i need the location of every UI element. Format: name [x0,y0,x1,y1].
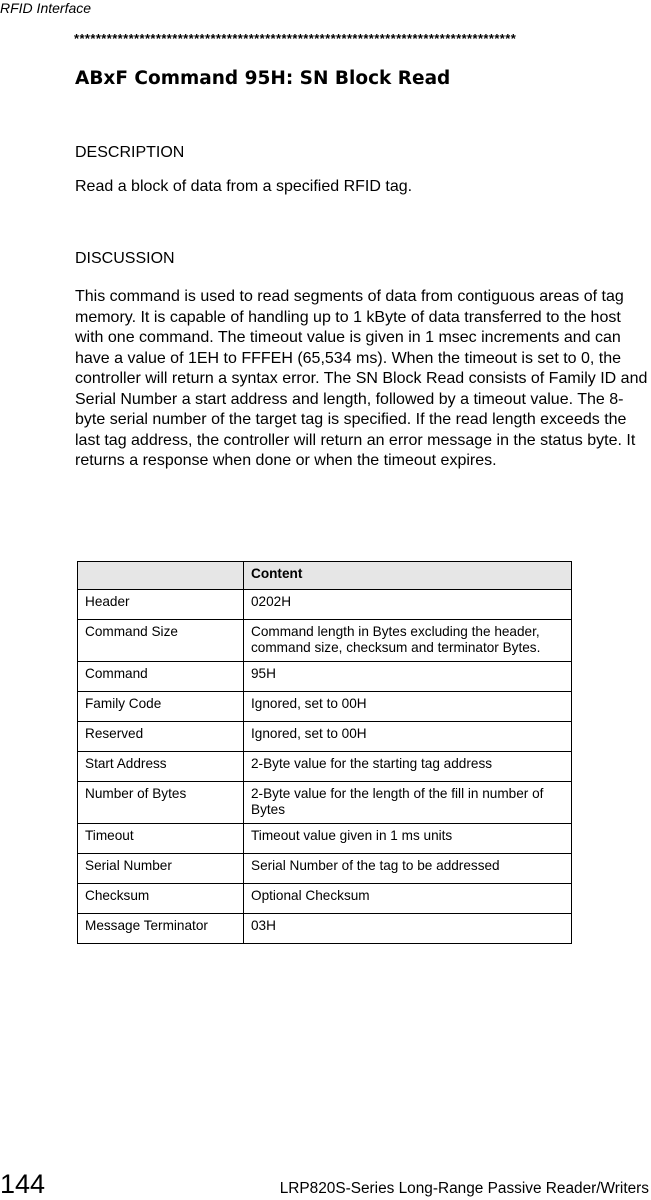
discussion-heading: DISCUSSION [75,250,175,267]
command-table [77,561,572,944]
table-row [78,884,572,914]
table-row [78,692,572,722]
description-text: Read a block of data from a specified RFID tag. [75,178,413,195]
table-row [78,824,572,854]
field-content: 2-Byte value for the starting tag address [244,752,572,782]
table-row [78,662,572,692]
field-content: Command length in Bytes excluding the header, command size, checksum and terminator Bytes. [244,620,572,662]
field-content: 0202H [244,590,572,620]
field-name: Number of Bytes [78,782,244,824]
field-name: Reserved [78,722,244,752]
table-header-field [78,562,244,590]
field-content: Optional Checksum [244,884,572,914]
table-row [78,752,572,782]
field-name: Family Code [78,692,244,722]
field-content: 95H [244,662,572,692]
field-content: 2-Byte value for the length of the fill in number of Bytes [244,782,572,824]
field-content: Serial Number of the tag to be addressed [244,854,572,884]
table-row [78,620,572,662]
field-name: Start Address [78,752,244,782]
field-content: 03H [244,914,572,944]
field-name: Command Size [78,620,244,662]
field-name: Header [78,590,244,620]
field-name: Serial Number [78,854,244,884]
field-name: Checksum [78,884,244,914]
table-header-content: Content [244,562,572,590]
page-number: 144 [0,1169,46,1199]
field-content: Ignored, set to 00H [244,722,572,752]
field-name: Message Terminator [78,914,244,944]
description-heading: DESCRIPTION [75,144,185,161]
table-header-row [78,562,572,590]
table-row [78,914,572,944]
table-row [78,782,572,824]
discussion-text: This command is used to read segments of data from contiguous areas of tag memory. It is capable of handling up to 1 kByte of data transferred to the host with one command. The timeout value is given in 1 msec increments and can have a value of 1EH to FFFEH (65,534 ms). When the timeout is set to 0, the controller will return a syntax error. The SN Block Read consists of Family ID and Serial Number a start address and length, followed by a timeout value. The 8-byte serial number of the target tag is specified. If the read length exceeds the last tag address, the controller will return an error message in the status byte. It returns a response when done or when the timeout expires. [75,288,648,469]
page-title: ABxF Command 95H: SN Block Read [75,68,451,89]
running-header: RFID Interface [0,0,92,16]
field-content: Timeout value given in 1 ms units [244,824,572,854]
field-name: Timeout [78,824,244,854]
table-row [78,722,572,752]
field-content: Ignored, set to 00H [244,692,572,722]
footer-doc-title: LRP820S-Series Long-Range Passive Reader/Writers [279,1180,649,1197]
field-name: Command [78,662,244,692]
separator-line: ********************************************************************************* [74,32,517,46]
table-row [78,854,572,884]
table-row [78,590,572,620]
